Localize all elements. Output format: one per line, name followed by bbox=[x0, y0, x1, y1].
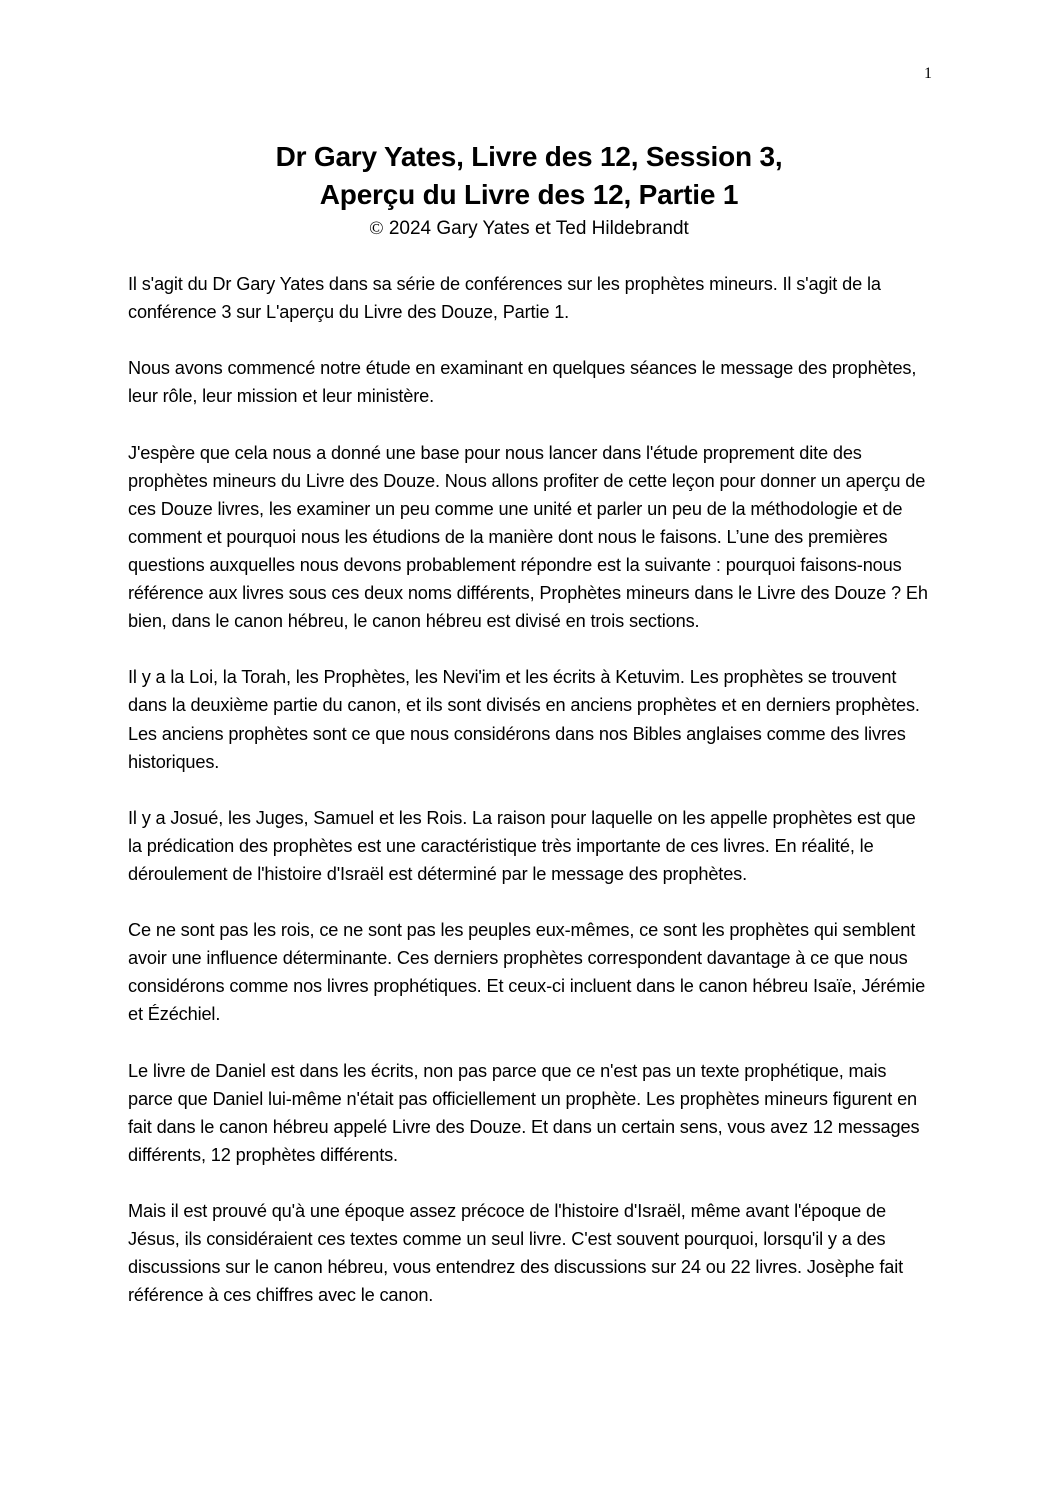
document-header bbox=[128, 138, 930, 242]
paragraph-8: Mais il est prouvé qu'à une époque assez précoce de l'histoire d'Israël, même avant l'époque de Jésus, ils considéraient ces textes comme un seul livre. C'est souvent pourquoi, lorsqu'il y a des discussions sur le canon hébreu, vous entendrez des discussions sur 24 ou 22 livres. Josèphe fait référence à ces chiffres avec le canon. bbox=[128, 1201, 904, 1306]
copyright-line bbox=[128, 216, 930, 242]
title-line-2: Aperçu du Livre des 12, Partie 1 bbox=[319, 179, 739, 210]
paragraph-5: Il y a Josué, les Juges, Samuel et les Rois. La raison pour laquelle on les appelle prophètes est que la prédication des prophètes est une caractéristique très importante de ces livres. En réalité, le déroulement de l'histoire d'Israël est déterminé par le message des prophètes. bbox=[128, 807, 916, 884]
paragraph-2: Nous avons commencé notre étude en examinant en quelques séances le message des prophètes, leur rôle, leur mission et leur ministère. bbox=[128, 358, 917, 407]
paragraph-4: Il y a la Loi, la Torah, les Prophètes, les Nevi'im et les écrits à Ketuvim. Les prophètes se trouvent dans la deuxième partie du canon, et ils sont divisés en anciens prophètes et en derniers prophètes. Les anciens prophètes sont ce que nous considérons dans nos Bibles anglaises comme des livres historiques. bbox=[128, 667, 920, 772]
paragraph-7: Le livre de Daniel est dans les écrits, non pas parce que ce n'est pas un texte prophétique, mais parce que Daniel lui-même n'était pas officiellement un prophète. Les prophètes mineurs figurent en fait dans le canon hébreu appelé Livre des Douze. Et dans un certain sens, vous avez 12 messages différents, 12 prophètes différents. bbox=[128, 1060, 920, 1165]
paragraph-6: Ce ne sont pas les rois, ce ne sont pas les peuples eux-mêmes, ce sont les prophètes qui semblent avoir une influence déterminante. Ces derniers prophètes correspondent davantage à ce que nous considérons comme nos livres prophétiques. Et ceux-ci incluent dans le canon hébreu Isaïe, Jérémie et Ézéchiel. bbox=[128, 920, 926, 1025]
copyright-text: 2024 Gary Yates et Ted Hildebrandt bbox=[383, 218, 689, 239]
page-number: 1 bbox=[924, 65, 932, 82]
document-body bbox=[128, 270, 932, 1338]
title-line-1: Dr Gary Yates, Livre des 12, Session 3, bbox=[275, 141, 783, 172]
paragraph-1: Il s'agit du Dr Gary Yates dans sa série de conférences sur les prophètes mineurs. Il s'agit de la conférence 3 sur L'aperçu du Livre des Douze, Partie 1. bbox=[128, 274, 881, 323]
copyright-symbol: © bbox=[369, 218, 384, 239]
paragraph-3: J'espère que cela nous a donné une base pour nous lancer dans l'étude proprement dite des prophètes mineurs du Livre des Douze. Nous allons profiter de cette leçon pour donner un aperçu de ces Douze livres, les examiner un peu comme une unité et parler un peu de la méthodologie et de comment et pourquoi nous les étudions de la manière dont nous le faisons. L’une des premières questions auxquelles nous devons probablement répondre est la suivante : pourquoi faisons-nous référence aux livres sous ces deux noms différents, Prophètes mineurs dans le Livre des Douze ? Eh bien, dans le canon hébreu, le canon hébreu est divisé en trois sections. bbox=[128, 442, 928, 632]
